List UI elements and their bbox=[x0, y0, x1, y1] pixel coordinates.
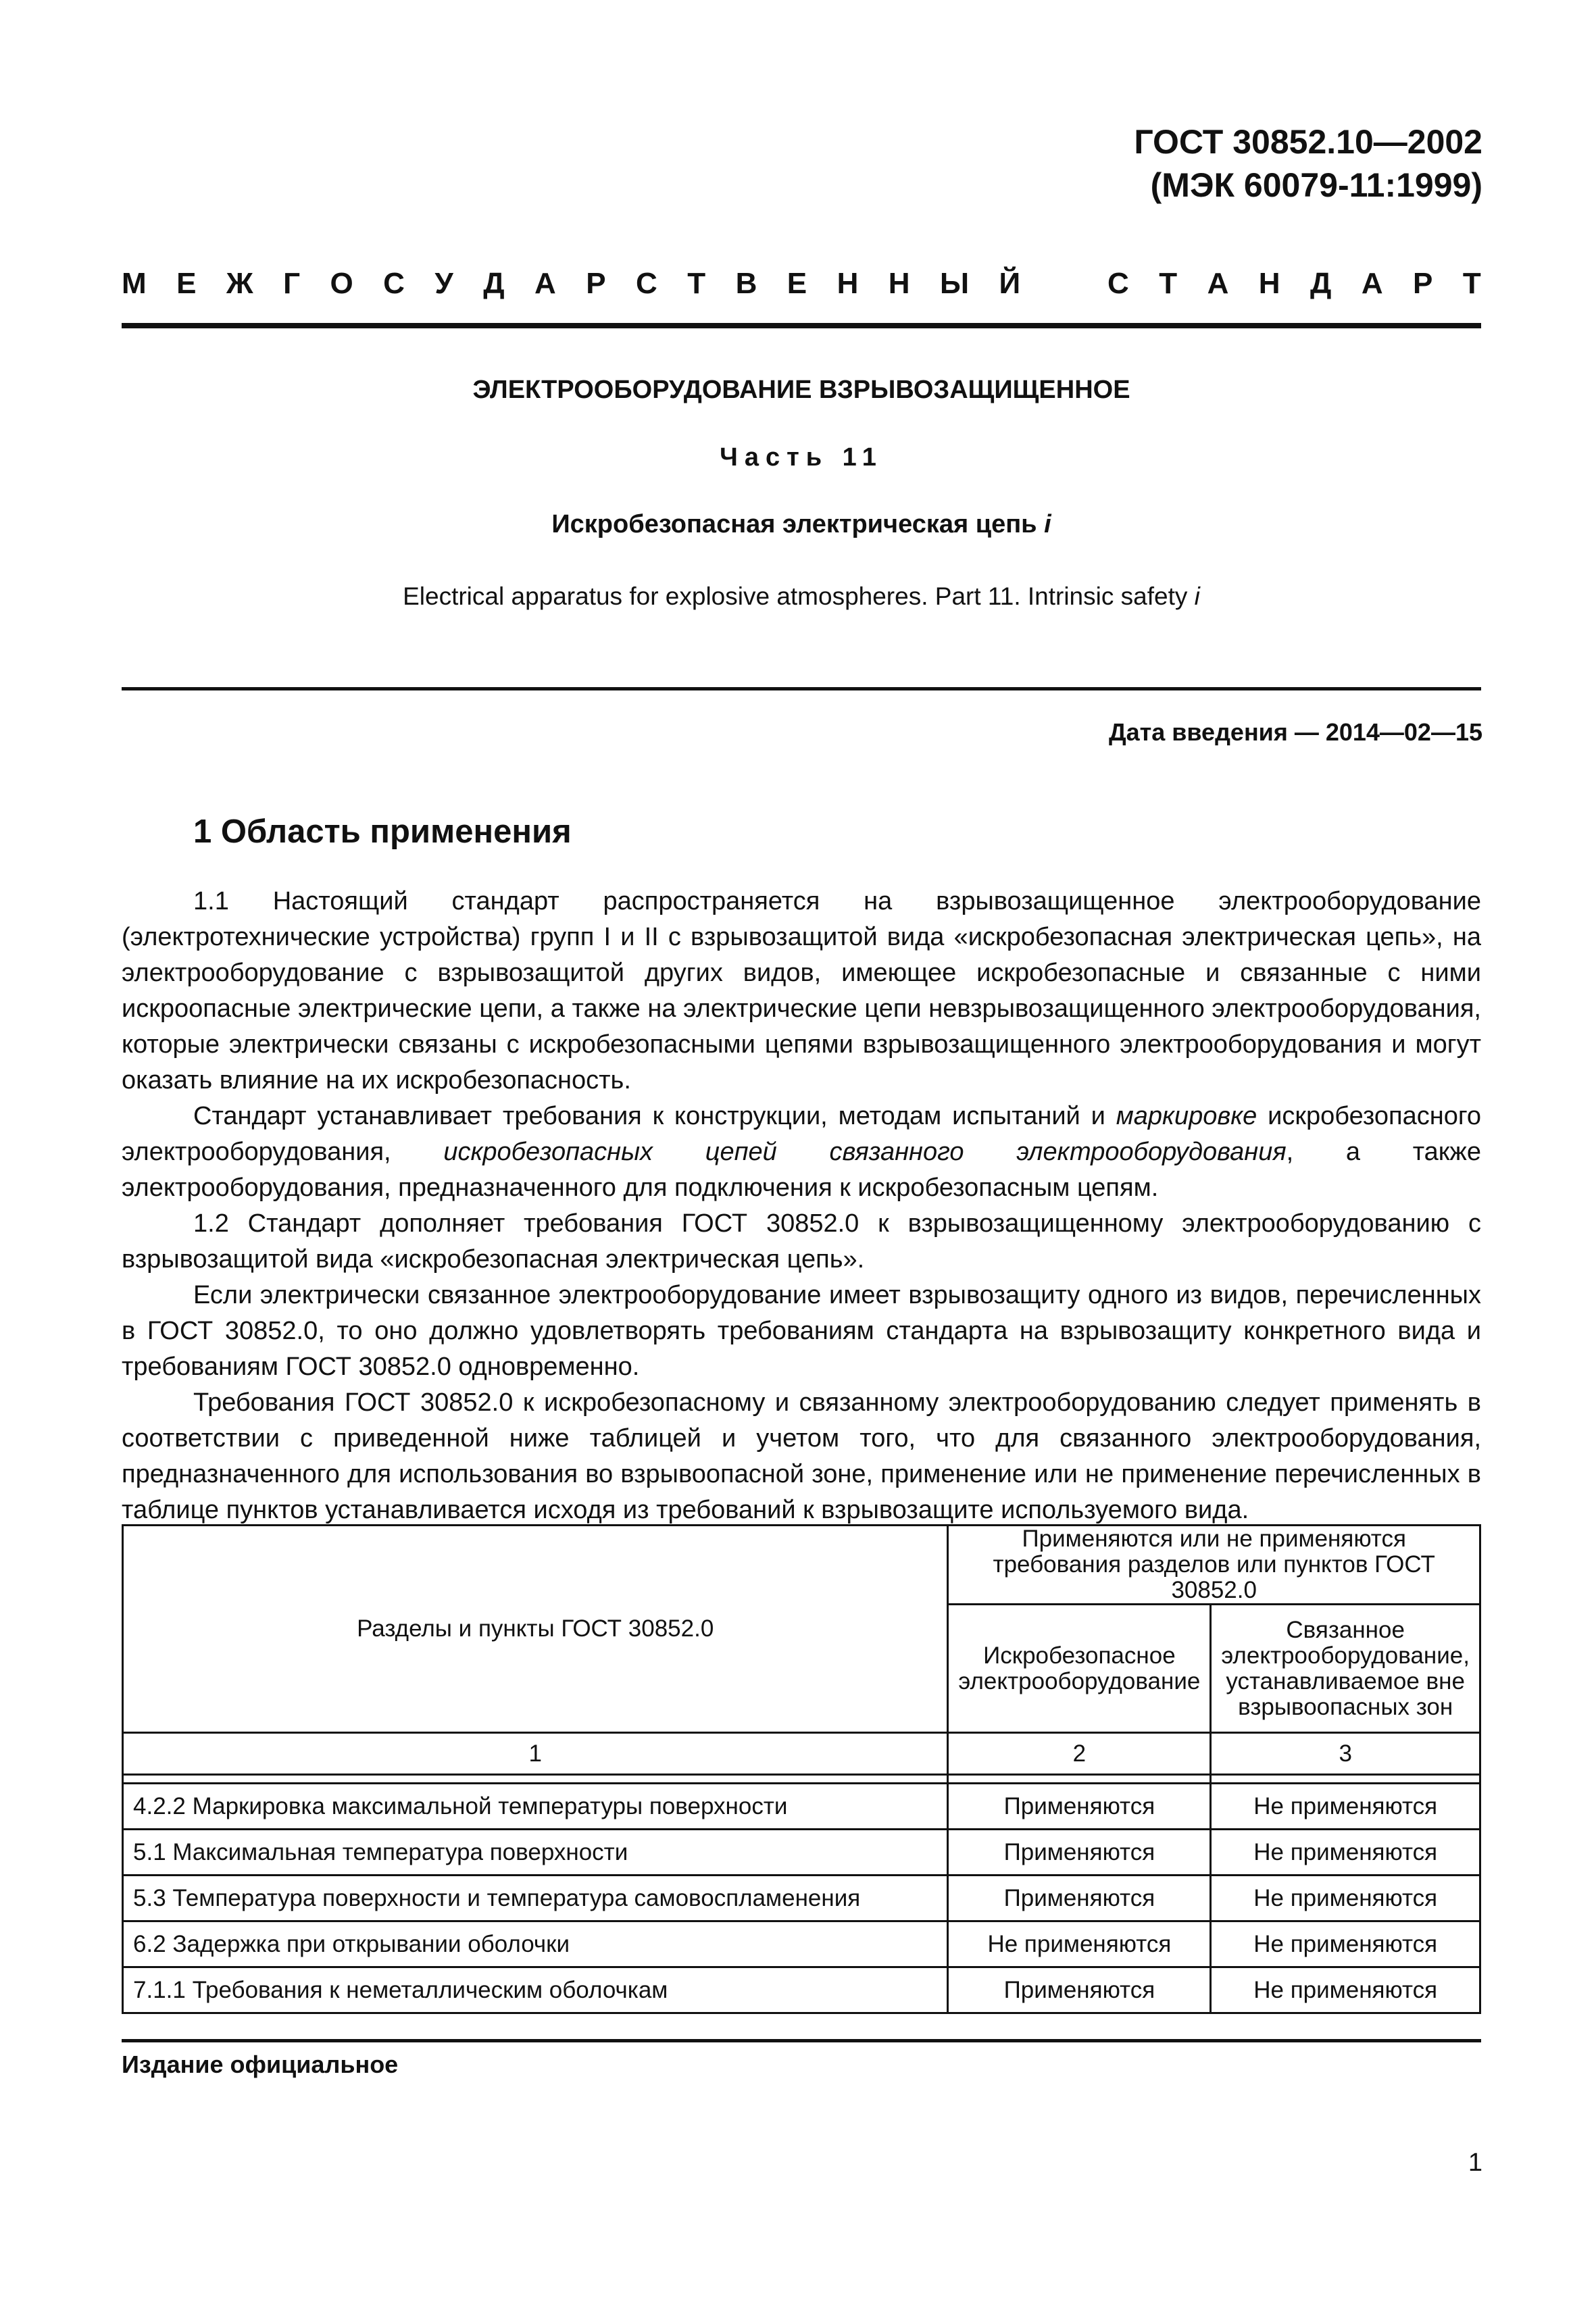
letter: О bbox=[330, 267, 353, 300]
letter: Н bbox=[1258, 267, 1280, 300]
column-number: 2 bbox=[948, 1733, 1211, 1775]
letter: Ы bbox=[940, 267, 970, 300]
letter: Й bbox=[999, 267, 1021, 300]
letter: А bbox=[534, 267, 556, 300]
letter: Т bbox=[1462, 267, 1481, 300]
item-cell: 4.2.2 Маркировка максимальной температуры поверхности bbox=[123, 1784, 948, 1830]
paragraph bbox=[122, 1099, 1481, 1206]
table-row bbox=[123, 1967, 1480, 2013]
subtitle-text: Искробезопасная электрическая цепь bbox=[551, 510, 1037, 538]
section-heading: 1 Область применения bbox=[193, 813, 572, 850]
italic-run: искробезопасных цепей связанного электрооборудования bbox=[443, 1138, 1287, 1166]
english-title-text: Electrical apparatus for explosive atmospheres. Part 11. Intrinsic safety bbox=[403, 582, 1188, 610]
standard-designation bbox=[1134, 120, 1482, 207]
item-cell: 6.2 Задержка при открывании оболочки bbox=[123, 1921, 948, 1967]
table-row bbox=[123, 1921, 1480, 1967]
column-number: 1 bbox=[123, 1733, 948, 1775]
letter: Н bbox=[888, 267, 910, 300]
intrinsic-cell: Применяются bbox=[948, 1967, 1211, 2013]
table-row bbox=[123, 1876, 1480, 1921]
letter: С bbox=[1107, 267, 1129, 300]
letter: Т bbox=[1159, 267, 1178, 300]
intrinsic-cell: Применяются bbox=[948, 1784, 1211, 1830]
text-run: Стандарт устанавливает требования к конструкции, методам испытаний и bbox=[193, 1102, 1116, 1130]
letter: Г bbox=[283, 267, 301, 300]
letter: М bbox=[122, 267, 147, 300]
item-cell: 7.1.1 Требования к неметаллическим оболочкам bbox=[123, 1967, 948, 2013]
footer-rule bbox=[122, 2039, 1481, 2042]
associated-cell: Не применяются bbox=[1211, 1921, 1480, 1967]
group-header: Применяются или не применяются требования разделов или пунктов ГОСТ 30852.0 bbox=[948, 1526, 1480, 1605]
letter: Е bbox=[176, 267, 197, 300]
paragraph: 1.1 Настоящий стандарт распространяется на взрывозащищенное электрооборудование (электротехнические устройства) групп I и II с взрывозащитой вида «искробезопасная электрическая цепь», на электрооборудование с взрывозащитой других видов, имеющее искробезопасные и связанные с ними искроопасные электрические цепи, а также на электрические цепи невзрывозащищенного электрооборудования, которые электрически связаны с искробезопасными цепями взрывозащищенного электрооборудования и могут оказать влияние на их искробезопасность. bbox=[122, 887, 1481, 1095]
iec-number: (МЭК 60079-11:1999) bbox=[1150, 166, 1482, 204]
letter: С bbox=[383, 267, 405, 300]
letter: Т bbox=[687, 267, 706, 300]
associated-cell: Не применяются bbox=[1211, 1830, 1480, 1876]
text-run: искробезопасного электрооборудования, bbox=[122, 1102, 1481, 1166]
letter: А bbox=[1361, 267, 1383, 300]
table-gap-row bbox=[123, 1775, 1480, 1784]
letter: Д bbox=[1310, 267, 1332, 300]
page-number: 1 bbox=[1468, 2148, 1482, 2177]
paragraph: 1.2 Стандарт дополняет требования ГОСТ 30852.0 к взрывозащищенному электрооборудованию с взрывозащитой вида «искробезопасная электрическая цепь». bbox=[122, 1209, 1481, 1274]
letter: У bbox=[434, 267, 453, 300]
letter: С bbox=[636, 267, 657, 300]
document-title: ЭЛЕКТРООБОРУДОВАНИЕ ВЗРЫВОЗАЩИЩЕННОЕ bbox=[472, 376, 1130, 404]
letter: Д bbox=[483, 267, 505, 300]
item-cell: 5.3 Температура поверхности и температура самовоспламенения bbox=[123, 1876, 948, 1921]
header-rule bbox=[122, 323, 1481, 328]
title-rule bbox=[122, 687, 1481, 690]
letter: Р bbox=[1413, 267, 1433, 300]
col3-header: Связанное электрооборудование, устанавливаемое вне взрывоопасных зон bbox=[1211, 1605, 1480, 1733]
section-body bbox=[122, 884, 1481, 1528]
associated-cell: Не применяются bbox=[1211, 1784, 1480, 1830]
word-gap bbox=[1051, 267, 1078, 301]
item-cell: 5.1 Максимальная температура поверхности bbox=[123, 1830, 948, 1876]
english-title bbox=[122, 582, 1481, 611]
gost-number: ГОСТ 30852.10—2002 bbox=[1134, 123, 1482, 161]
english-title-italic: i bbox=[1194, 582, 1200, 610]
subtitle-italic: i bbox=[1044, 510, 1051, 538]
letter: Е bbox=[787, 267, 807, 300]
intrinsic-cell: Не применяются bbox=[948, 1921, 1211, 1967]
col1-header: Разделы и пункты ГОСТ 30852.0 bbox=[123, 1526, 948, 1733]
table-row bbox=[123, 1784, 1480, 1830]
requirements-table bbox=[122, 1524, 1481, 2014]
text-run: , а также электрооборудования, предназначенного для подключения к искробезопасным цепям. bbox=[122, 1138, 1481, 1202]
table-header-row bbox=[123, 1526, 1480, 1605]
edition-label: Издание официальное bbox=[122, 2051, 399, 2078]
column-number: 3 bbox=[1211, 1733, 1480, 1775]
intrinsic-cell: Применяются bbox=[948, 1876, 1211, 1921]
italic-run: маркировке bbox=[1116, 1102, 1257, 1130]
letter: Р bbox=[586, 267, 606, 300]
standard-type-heading bbox=[122, 267, 1481, 301]
table-row bbox=[123, 1830, 1480, 1876]
associated-cell: Не применяются bbox=[1211, 1967, 1480, 2013]
introduction-date: Дата введения — 2014—02—15 bbox=[1108, 718, 1482, 746]
paragraph: Если электрически связанное электрооборудование имеет взрывозащиту одного из видов, перечисленных в ГОСТ 30852.0, то оно должно удовлетворять требованиям стандарта на взрывозащиту конкретного вида и требованиям ГОСТ 30852.0 одновременно. bbox=[122, 1281, 1481, 1381]
associated-cell: Не применяются bbox=[1211, 1876, 1480, 1921]
letter: Ж bbox=[226, 267, 253, 300]
document-part: Часть 11 bbox=[720, 443, 883, 472]
intrinsic-cell: Применяются bbox=[948, 1830, 1211, 1876]
column-number-row bbox=[123, 1733, 1480, 1775]
letter: В bbox=[735, 267, 757, 300]
letter: А bbox=[1207, 267, 1229, 300]
letter: Н bbox=[837, 267, 859, 300]
document-subtitle bbox=[122, 510, 1481, 539]
paragraph: Требования ГОСТ 30852.0 к искробезопасному и связанному электрооборудованию следует применять в соответствии с приведенной ниже таблицей и учетом того, что для связанного электрооборудования, предназначенного для использования во взрывоопасной зоне, применение или не применение перечисленных в таблице пунктов устанавливается исходя из требований к взрывозащите используемого вида. bbox=[122, 1388, 1481, 1524]
col2-header: Искробезопасное электрооборудование bbox=[948, 1605, 1211, 1733]
